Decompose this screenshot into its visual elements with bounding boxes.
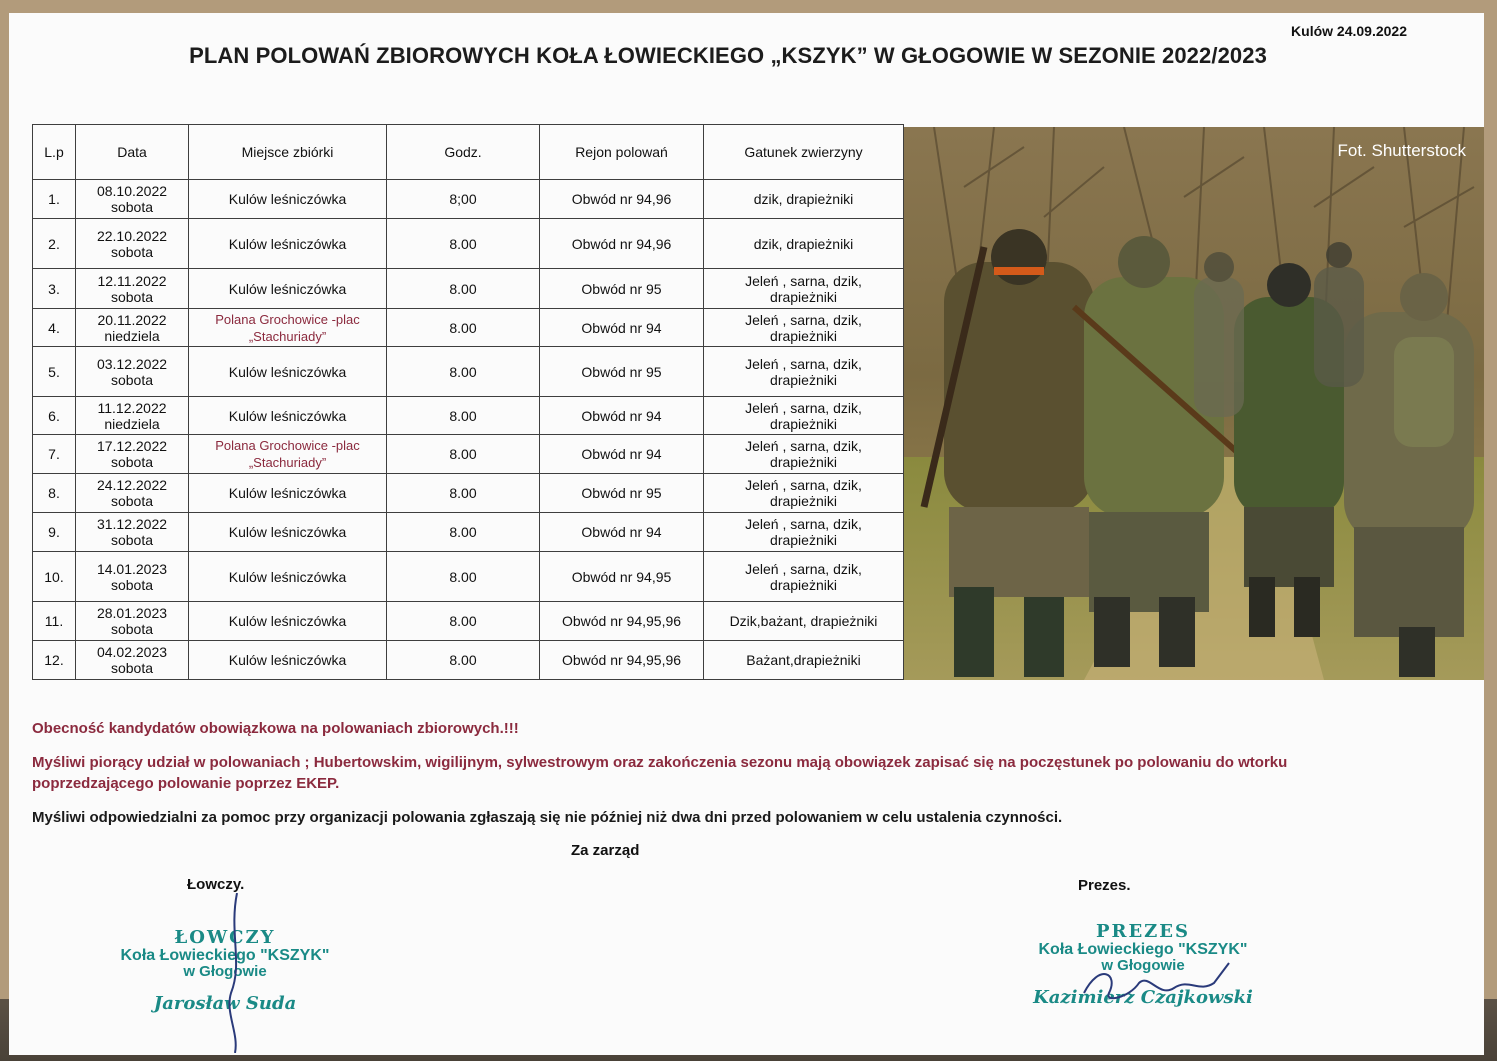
lowczy-stamp-line2: w Głogowie xyxy=(183,963,267,980)
cell-time xyxy=(387,347,540,397)
cell-lp-text: 12. xyxy=(44,652,64,668)
cell-time xyxy=(387,641,540,680)
cell-area-text: Obwód nr 94,96 xyxy=(571,235,672,252)
header-place: Miejsce zbiórki xyxy=(189,125,387,180)
header-lp: L.p xyxy=(33,125,76,180)
cell-date xyxy=(76,602,189,641)
table-row xyxy=(33,513,904,552)
lowczy-stamp-name: Jarosław Suda xyxy=(153,993,297,1014)
cell-lp-text: 8. xyxy=(48,485,60,501)
cell-place-text: Polana Grochowice -plac xyxy=(215,311,360,327)
cell-date xyxy=(76,347,189,397)
cell-area-text: Obwód nr 94 xyxy=(581,446,662,462)
cell-date-text: sobota xyxy=(110,243,154,260)
table-row xyxy=(33,180,904,219)
cell-date xyxy=(76,219,189,269)
cell-date xyxy=(76,269,189,309)
cell-area-text: Obwód nr 94 xyxy=(581,407,662,424)
table-row xyxy=(33,602,904,641)
prezes-stamp-line1: Koła Łowieckiego "KSZYK" xyxy=(1038,941,1248,958)
cell-place-text: Kulów leśniczówka xyxy=(228,235,347,252)
cell-date-text: 20.11.2022 xyxy=(97,311,167,328)
cell-game-text: Jeleń , sarna, dzik, xyxy=(745,272,862,289)
cell-game xyxy=(704,309,904,347)
header-game: Gatunek zwierzyny xyxy=(704,125,904,180)
cell-lp xyxy=(33,397,76,435)
header-date: Data xyxy=(76,125,189,180)
cell-date-text: sobota xyxy=(110,288,154,305)
cell-game-text: drapieżniki xyxy=(770,576,837,593)
table-row xyxy=(33,269,904,309)
feast-note: Myśliwi piorący udział w polowaniach ; Hubertowskim, wigilijnym, sylwestrowym oraz zakończenia sezonu mają obowiązek zapisać się na poczęstunek po polowaniu do wtorku poprzedzającego polowanie poprzez EKEP. xyxy=(32,754,1288,792)
cell-place xyxy=(189,309,387,347)
cell-game-text: drapieżniki xyxy=(770,288,837,305)
cell-game xyxy=(704,219,904,269)
candidates-note: Obecność kandydatów obowiązkowa na polowaniach zbiorowych.!!! xyxy=(32,720,519,737)
cell-area xyxy=(540,347,704,397)
cell-time-text: 8.00 xyxy=(449,652,477,668)
cell-game xyxy=(704,435,904,474)
cell-place-text: Kulów leśniczówka xyxy=(228,652,347,668)
cell-date-text: sobota xyxy=(110,371,154,388)
cell-time xyxy=(387,219,540,269)
cell-time-text: 8.00 xyxy=(449,280,477,297)
hunters-photo xyxy=(904,127,1484,680)
board-label: Za zarząd xyxy=(571,842,640,859)
cell-time xyxy=(387,474,540,513)
cell-date xyxy=(76,435,189,474)
cell-place-text: Kulów leśniczówka xyxy=(228,485,347,501)
cell-game-text: Jeleń , sarna, dzik, xyxy=(745,355,862,372)
cell-lp xyxy=(33,513,76,552)
cell-lp-text: 6. xyxy=(48,407,60,424)
cell-lp-text: 7. xyxy=(48,446,60,462)
prezes-stamp-name: Kazimierz Czajkowski xyxy=(1033,987,1253,1008)
cell-time-text: 8.00 xyxy=(449,235,477,252)
hunt-plan-table xyxy=(32,124,904,680)
cell-date-text: 03.12.2022 xyxy=(96,355,168,372)
cell-place-text: Polana Grochowice -plac xyxy=(215,438,360,453)
prezes-stamp-title: PREZES xyxy=(1095,921,1191,942)
cell-lp xyxy=(33,641,76,680)
cell-time-text: 8.00 xyxy=(449,568,477,585)
cell-game-text: drapieżniki xyxy=(770,454,837,470)
cell-game xyxy=(704,513,904,552)
cell-place xyxy=(189,474,387,513)
cell-date-text: sobota xyxy=(110,454,154,470)
cell-time xyxy=(387,552,540,602)
hunters-illustration xyxy=(904,127,1484,680)
cell-game-text: Dzik,bażant, drapieżniki xyxy=(729,613,878,629)
cell-place xyxy=(189,347,387,397)
cell-area xyxy=(540,397,704,435)
cell-place xyxy=(189,219,387,269)
cell-place xyxy=(189,552,387,602)
cell-area xyxy=(540,269,704,309)
cell-date-text: 08.10.2022 xyxy=(96,183,168,199)
prezes-label: Prezes. xyxy=(1078,877,1131,894)
cell-date-text: 24.12.2022 xyxy=(96,477,168,493)
cell-time xyxy=(387,180,540,219)
cell-lp xyxy=(33,219,76,269)
cell-game-text: drapieżniki xyxy=(770,327,837,344)
cell-lp-text: 10. xyxy=(44,568,64,585)
prezes-stamp-line2: w Głogowie xyxy=(1101,957,1185,974)
table-row xyxy=(33,552,904,602)
table-row xyxy=(33,309,904,347)
cell-place xyxy=(189,641,387,680)
cell-time-text: 8.00 xyxy=(449,319,477,336)
cell-game xyxy=(704,397,904,435)
cell-area-text: Obwód nr 94 xyxy=(581,524,662,540)
cell-date xyxy=(76,513,189,552)
cell-date xyxy=(76,641,189,680)
cell-date-text: 17.12.2022 xyxy=(96,438,168,454)
cell-place xyxy=(189,397,387,435)
cell-place-text: Kulów leśniczówka xyxy=(228,191,347,207)
cell-area-text: Obwód nr 94,96 xyxy=(571,191,672,207)
cell-game xyxy=(704,269,904,309)
cell-date-text: niedziela xyxy=(104,415,160,432)
cell-date-text: sobota xyxy=(110,199,154,215)
cell-date xyxy=(76,474,189,513)
cell-time-text: 8.00 xyxy=(449,485,477,501)
cell-date-text: 14.01.2023 xyxy=(96,560,168,577)
cell-date-text: 11.12.2022 xyxy=(97,399,167,416)
cell-time-text: 8.00 xyxy=(449,613,477,629)
cell-area xyxy=(540,180,704,219)
cell-lp xyxy=(33,309,76,347)
cell-area xyxy=(540,435,704,474)
cell-area xyxy=(540,602,704,641)
cell-game xyxy=(704,474,904,513)
table-header-row xyxy=(33,125,904,180)
cell-time xyxy=(387,513,540,552)
cell-place-text: „Stachuriady” xyxy=(248,328,327,344)
cell-date-text: 22.10.2022 xyxy=(96,227,168,244)
cell-game-text: dzik, drapieżniki xyxy=(753,235,854,252)
cell-area xyxy=(540,552,704,602)
cell-place xyxy=(189,269,387,309)
cell-place-text: „Stachuriady” xyxy=(248,455,327,470)
cell-date xyxy=(76,180,189,219)
cell-area xyxy=(540,474,704,513)
cell-date-text: sobota xyxy=(110,576,154,593)
cell-area-text: Obwód nr 95 xyxy=(581,363,662,380)
cell-lp xyxy=(33,602,76,641)
lowczy-stamp-line1: Koła Łowieckiego "KSZYK" xyxy=(120,947,330,964)
table-row xyxy=(33,347,904,397)
cell-time-text: 8.00 xyxy=(449,524,477,540)
cell-game xyxy=(704,641,904,680)
cell-lp-text: 5. xyxy=(48,363,60,380)
cell-area-text: Obwód nr 95 xyxy=(581,485,662,501)
cell-place-text: Kulów leśniczówka xyxy=(228,363,347,380)
cell-place-text: Kulów leśniczówka xyxy=(228,524,347,540)
cell-date-text: 04.02.2023 xyxy=(96,644,168,660)
cell-place-text: Kulów leśniczówka xyxy=(228,568,347,585)
document-page xyxy=(9,13,1484,1055)
cell-game-text: drapieżniki xyxy=(770,371,837,388)
header-time: Godz. xyxy=(387,125,540,180)
cell-time xyxy=(387,435,540,474)
helpers-note: Myśliwi odpowiedzialni za pomoc przy organizacji polowania zgłaszają się nie później niż dwa dni przed polowaniem w celu ustalenia czynności. xyxy=(32,809,1063,826)
cell-date-text: sobota xyxy=(110,532,154,548)
table-row xyxy=(33,641,904,680)
cell-date xyxy=(76,397,189,435)
cell-lp xyxy=(33,474,76,513)
cell-area-text: Obwód nr 95 xyxy=(581,280,662,297)
cell-place xyxy=(189,180,387,219)
cell-area-text: Obwód nr 94,95,96 xyxy=(561,652,682,668)
cell-time-text: 8.00 xyxy=(449,407,477,424)
cell-lp-text: 11. xyxy=(44,613,64,629)
cell-time xyxy=(387,602,540,641)
table-row xyxy=(33,219,904,269)
cell-time-text: 8.00 xyxy=(449,363,477,380)
cell-lp-text: 9. xyxy=(48,524,60,540)
cell-area-text: Obwód nr 94 xyxy=(581,319,662,336)
cell-game-text: Jeleń , sarna, dzik, xyxy=(745,399,862,416)
cell-lp-text: 3. xyxy=(48,280,60,297)
table-row xyxy=(33,397,904,435)
photo-credit: Fot. Shutterstock xyxy=(1337,141,1466,160)
prezes-signature xyxy=(1079,953,1239,1013)
cell-lp-text: 4. xyxy=(48,319,60,336)
cell-lp xyxy=(33,269,76,309)
cell-date-text: sobota xyxy=(110,621,154,637)
cell-area xyxy=(540,513,704,552)
cell-date-text: 28.01.2023 xyxy=(96,605,168,621)
table-row xyxy=(33,474,904,513)
cell-game-text: Jeleń , sarna, dzik, xyxy=(745,477,862,493)
table-row xyxy=(33,435,904,474)
cell-lp xyxy=(33,347,76,397)
cell-place-text: Kulów leśniczówka xyxy=(228,280,347,297)
cell-lp-text: 2. xyxy=(48,235,60,252)
cell-time xyxy=(387,269,540,309)
cell-game-text: dzik, drapieżniki xyxy=(753,191,854,207)
cell-game-text: Bażant,drapieżniki xyxy=(746,652,861,668)
cell-place-text: Kulów leśniczówka xyxy=(228,613,347,629)
cell-game-text: Jeleń , sarna, dzik, xyxy=(745,438,862,454)
cell-time-text: 8;00 xyxy=(449,191,477,207)
cell-area xyxy=(540,641,704,680)
cell-area xyxy=(540,219,704,269)
cell-game-text: drapieżniki xyxy=(770,493,837,509)
cell-time xyxy=(387,397,540,435)
cell-date xyxy=(76,309,189,347)
cell-game-text: Jeleń , sarna, dzik, xyxy=(745,516,862,532)
cell-time-text: 8.00 xyxy=(449,446,477,462)
header-area: Rejon polowań xyxy=(540,125,704,180)
cell-game xyxy=(704,552,904,602)
cell-date-text: sobota xyxy=(110,493,154,509)
lowczy-label: Łowczy. xyxy=(187,876,245,893)
cell-date xyxy=(76,552,189,602)
cell-lp xyxy=(33,552,76,602)
cell-lp-text: 1. xyxy=(48,191,60,207)
cell-lp xyxy=(33,435,76,474)
cell-game-text: Jeleń , sarna, dzik, xyxy=(745,560,862,577)
cell-place-text: Kulów leśniczówka xyxy=(228,407,347,424)
cell-place xyxy=(189,435,387,474)
cell-area xyxy=(540,309,704,347)
lowczy-stamp-title: ŁOWCZY xyxy=(174,927,276,948)
cell-game-text: drapieżniki xyxy=(770,532,837,548)
cell-game-text: drapieżniki xyxy=(770,415,837,432)
cell-game xyxy=(704,602,904,641)
cell-place xyxy=(189,602,387,641)
cell-date-text: sobota xyxy=(110,660,154,676)
cell-date-text: niedziela xyxy=(104,327,160,344)
cell-game xyxy=(704,180,904,219)
cell-lp xyxy=(33,180,76,219)
cell-game xyxy=(704,347,904,397)
document-date: Kulów 24.09.2022 xyxy=(1291,23,1407,39)
document-title: PLAN POLOWAŃ ZBIOROWYCH KOŁA ŁOWIECKIEGO „KSZYK” W GŁOGOWIE W SEZONIE 2022/2023 xyxy=(189,43,1267,68)
cell-game-text: Jeleń , sarna, dzik, xyxy=(745,311,862,328)
cell-area-text: Obwód nr 94,95,96 xyxy=(561,613,682,629)
lowczy-signature xyxy=(219,893,249,1053)
cell-date-text: 12.11.2022 xyxy=(97,272,167,289)
cell-date-text: 31.12.2022 xyxy=(96,516,168,532)
cell-time xyxy=(387,309,540,347)
cell-area-text: Obwód nr 94,95 xyxy=(571,568,672,585)
cell-place xyxy=(189,513,387,552)
table-body xyxy=(33,180,904,680)
